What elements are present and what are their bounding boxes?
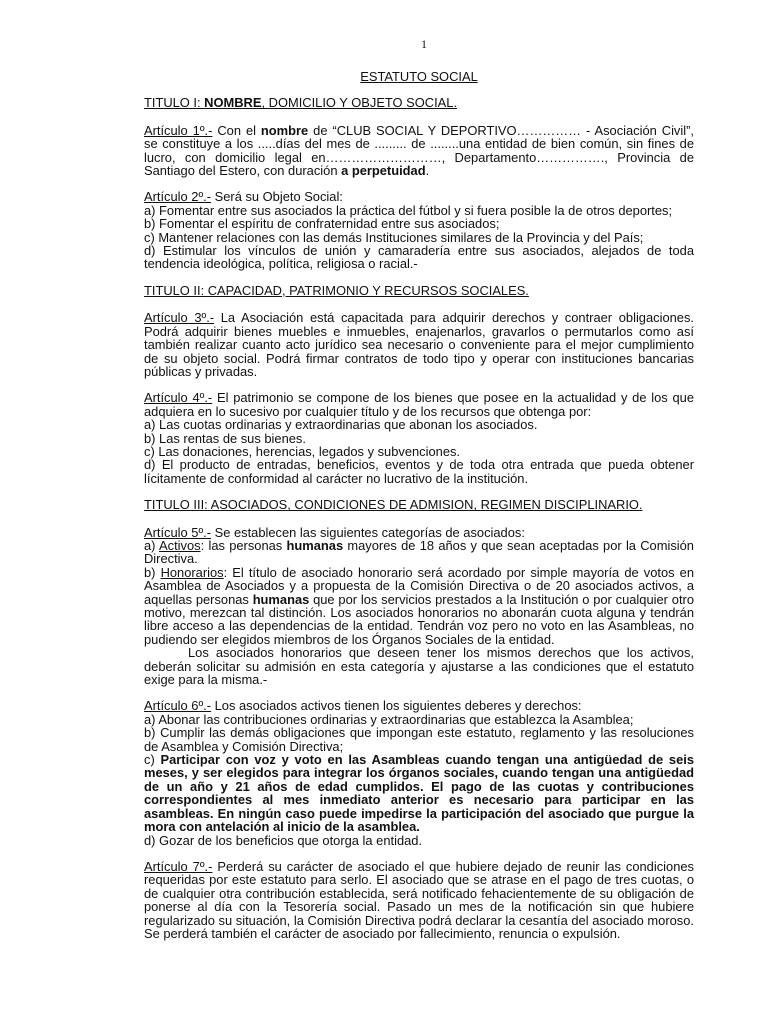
articulo-2-item-b: b) Fomentar el espíritu de confraternidad entre sus asociados; — [144, 216, 500, 232]
activos-text-2: mayores de 18 años y que sean aceptadas por la Comisión Directiva. — [144, 537, 694, 567]
articulo-3 — [144, 311, 694, 378]
honorarios-prefix: b) — [144, 564, 161, 580]
articulo-6-item-a: a) Abonar las contribuciones ordinarias y extraordinarias que establezca la Asamblea; — [144, 711, 634, 727]
articulo-7-text: Perderá su carácter de asociado el que hubiere dejado de reunir las condiciones requeridas por este estatuto para serlo. El asociado que se atrase en el pago de tres cuotas, o de cualquier otra contribución establecida, será notificado fehacientemente de su obligación de ponerse al día con la Tesorería social. Pasado un mes de la notificación sin que hubiere regularizado su situación, la Comisión Directiva podrá declarar la cesantía del asociado moroso. Se perderá también el carácter de asociado por fallecimiento, renuncia o expulsión. — [144, 858, 694, 941]
activos-prefix: a) — [144, 537, 160, 553]
articulo-4 — [144, 391, 694, 485]
articulo-2-label: Artículo 2º.- — [144, 189, 212, 205]
articulo-2-item-a: a) Fomentar entre sus asociados la práctica del fútbol y si fuera posible la de otros deportes; — [144, 202, 673, 218]
articulo-4-intro — [144, 391, 694, 418]
honorarios-label: Honorarios — [160, 564, 224, 580]
articulo-6-intro — [144, 699, 694, 712]
articulo-5-item-honorarios — [144, 566, 694, 646]
articulo-1-bold-2: a perpetuidad — [341, 163, 426, 179]
articulo-6 — [144, 699, 694, 846]
titulo-1-rest: , DOMICILIO Y OBJETO SOCIAL. — [261, 95, 458, 111]
articulo-6-item-c — [144, 753, 694, 833]
articulo-5-label: Artículo 5º.- — [144, 524, 212, 540]
articulo-5-closing: Los asociados honorarios que deseen tener los mismos derechos que los activos, deberán solicitar su admisión en esta categoría y ajustarse a las condiciones que el estatuto exige para la misma.- — [144, 645, 694, 688]
articulo-3-label: Artículo 3º.- — [144, 310, 215, 326]
articulo-1-text-2: de “CLUB SOCIAL Y DEPORTIVO…………… - Asociación Civil”, se constituye a los .....días del mes de ......... de ........una entidad de bien común, sin fines de lucro, con domicilio legal en………………………, Departamento……………., Provincia de Santiago del Estero, con duración — [144, 122, 694, 179]
articulo-5-intro — [144, 526, 694, 539]
activos-label: Activos — [159, 537, 201, 553]
articulo-4-label: Artículo 4º.- — [144, 390, 213, 406]
articulo-4-item-c: c) Las donaciones, herencias, legados y subvenciones. — [144, 443, 461, 459]
titulo-3-heading: TITULO III: ASOCIADOS, CONDICIONES DE ADMISION, REGIMEN DISCIPLINARIO. — [144, 497, 643, 513]
articulo-7 — [144, 860, 694, 940]
articulo-6-intro-text: Los asociados activos tienen los siguientes deberes y derechos: — [211, 698, 582, 714]
articulo-6-item-c-prefix: c) — [144, 752, 161, 768]
activos-text-1: : las personas — [200, 537, 287, 553]
articulo-1-text-1: Con el — [212, 122, 261, 138]
articulo-7-label: Artículo 7º.- — [144, 858, 213, 874]
articulo-1-text-3: . — [425, 163, 430, 179]
articulo-1-bold-1: nombre — [260, 122, 309, 138]
titulo-1-prefix: TITULO I: — [144, 95, 205, 111]
articulo-4-item-b: b) Las rentas de sus bienes. — [144, 430, 306, 446]
articulo-1-label: Artículo 1º.- — [144, 122, 213, 138]
titulo-1-heading — [144, 96, 694, 109]
titulo-2-heading: TITULO II: CAPACIDAD, PATRIMONIO Y RECURSOS SOCIALES. — [144, 282, 529, 298]
articulo-1 — [144, 124, 694, 178]
articulo-4-item-d: d) El producto de entradas, beneficios, eventos y de toda otra entrada que pueda obtener lícitamente de conformidad al carácter no lucrativo de la institución. — [144, 457, 694, 486]
articulo-6-item-d: d) Gozar de los beneficios que otorga la entidad. — [144, 832, 423, 848]
articulo-2-item-c: c) Mantener relaciones con las demás Instituciones similares de la Provincia y del País; — [144, 229, 644, 245]
articulo-2-item-d: d) Estimular los vínculos de unión y camaradería entre sus asociados, alejados de toda tendencia ideológica, política, religiosa o racial.- — [144, 243, 694, 272]
honorarios-bold: humanas — [252, 591, 310, 607]
articulo-5 — [144, 526, 694, 687]
articulo-4-item-a: a) Las cuotas ordinarias y extraordinarias que abonan los asociados. — [144, 417, 538, 433]
articulo-2-intro-text: Será su Objeto Social: — [211, 189, 343, 205]
articulo-6-item-c-bold: Participar con voz y voto en las Asambleas cuando tengan una antigüedad de seis meses, y ser elegidos para integrar los órganos sociales, cuando tengan una antigüedad de un año y 21 años de edad cumplidos. El pago de las cuotas y contribuciones correspondientes al mes inmediato anterior es necesario para participar en las asambleas. En ningún caso puede impedirse la participación del asociado que purgue la mora con antelación al inicio de la asamblea. — [144, 752, 694, 835]
document-title: ESTATUTO SOCIAL — [360, 69, 478, 84]
titulo-1-bold: NOMBRE — [204, 95, 262, 111]
activos-bold: humanas — [286, 537, 344, 553]
articulo-2-intro — [144, 190, 694, 203]
honorarios-text-2: que por los servicios prestados a la Institución o por cualquier otro motivo, merezcan tal distinción. Los asociados honorarios no abonarán cuota alguna y tendrán libre acceso a las dependencias de la entidad. Tendrán voz pero no voto en las Asambleas, no pudiendo ser elegidos miembros de los Órganos Sociales de la entidad. — [144, 591, 694, 647]
honorarios-text-1: : El título de asociado honorario será acordado por simple mayoría de votos en Asamblea de Asociados y a propuesta de la Comisión Directiva o de 20 asociados activos, a aquellas personas — [144, 564, 694, 607]
articulo-2 — [144, 190, 694, 270]
articulo-5-item-activos — [144, 539, 694, 566]
articulo-6-item-b: b) Cumplir las demás obligaciones que impongan este estatuto, reglamento y las resoluciones de Asamblea y Comisión Directiva; — [144, 725, 694, 754]
articulo-3-text: La Asociación está capacitada para adquirir derechos y contraer obligaciones. Podrá adquirir bienes muebles e inmuebles, enajenarlos, gravarlos o permutarlos como así también realizar cuanto acto jurídico sea necesario o conveniente para el mejor cumplimiento de su objeto social. Podrá firmar contratos de todo tipo y operar con instituciones bancarias públicas y privadas. — [144, 310, 694, 379]
articulo-5-intro-text: Se establecen las siguientes categorías de asociados: — [211, 524, 525, 540]
page-number: 1 — [421, 37, 427, 51]
articulo-6-label: Artículo 6º.- — [144, 698, 212, 714]
articulo-4-intro-text: El patrimonio se compone de los bienes que posee en la actualidad y de los que adquiera en lo sucesivo por cualquier título y de los recursos que obtenga por: — [144, 390, 694, 419]
